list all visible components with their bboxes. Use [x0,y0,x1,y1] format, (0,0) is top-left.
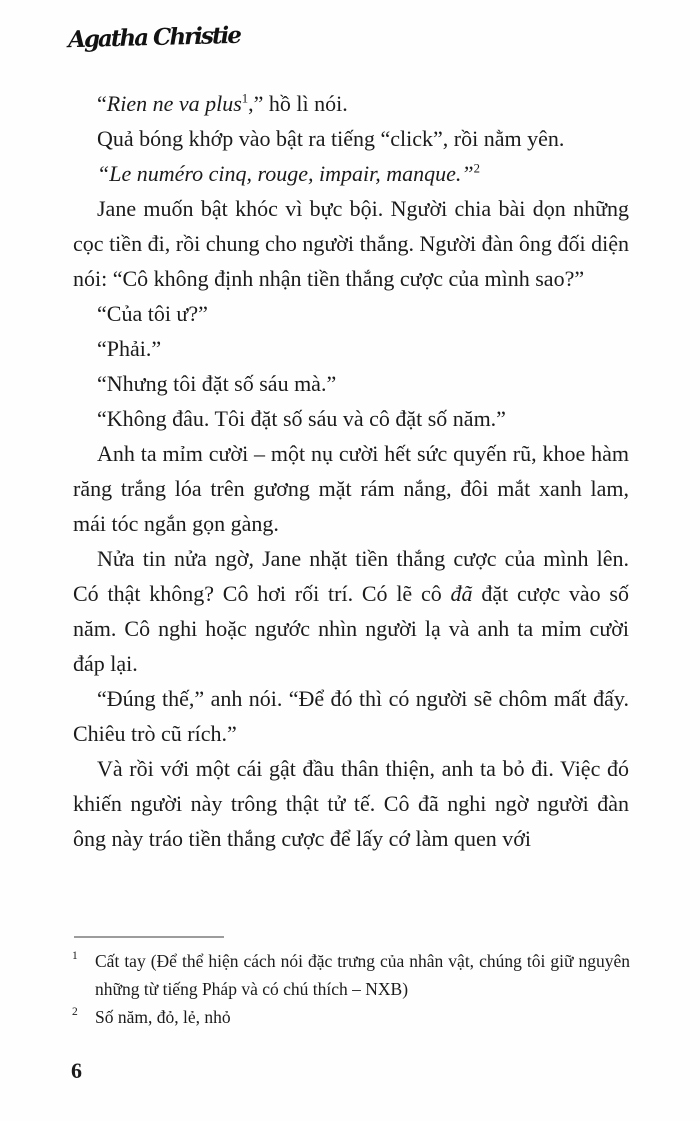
paragraph [73,366,629,401]
text-run: “ [97,91,107,116]
footnote-separator [74,936,224,938]
paragraph [73,751,629,856]
page-number: 6 [71,1058,82,1083]
text-run: “Của tôi ư?” [97,301,208,326]
footnote-marker: 2 [72,1006,78,1018]
text-run: Và rồi với một cái gật đầu thân thiện, anh ta bỏ đi. Việc đó khiến người này trông thật tử tế. Cô đã nghi ngờ người đàn ông này tráo tiền thắng cược để lấy cớ làm quen với [73,756,629,851]
paragraph [73,436,629,541]
footnote-text: Số năm, đỏ, lẻ, nhỏ [95,1007,231,1027]
footnote-reference: 2 [473,161,481,176]
text-run: “Phải.” [97,336,162,361]
paragraph [73,156,629,191]
italic-text: “Le numéro cinq, rouge, impair, manque.” [97,161,474,186]
paragraph [73,121,629,156]
text-run: “Không đâu. Tôi đặt số sáu và cô đặt số năm.” [97,406,506,431]
paragraph [73,401,629,436]
text-run: “Nhưng tôi đặt số sáu mà.” [97,371,337,396]
paragraph [73,191,629,296]
text-run: Nửa tin nửa ngờ, Jane nhặt tiền thắng cược của mình lên. Có thật không? Cô hơi rối trí. Có lẽ cô [73,546,629,606]
footnote-text: Cất tay (Để thể hiện cách nói đặc trưng của nhân vật, chúng tôi giữ nguyên những từ tiếng Pháp và có chú thích – NXB) [95,951,630,999]
text-run: Jane muốn bật khóc vì bực bội. Người chia bài dọn những cọc tiền đi, rồi chung cho người thắng. Người đàn ông đối diện nói: “Cô không định nhận tiền thắng cược của mình sao?” [73,196,629,291]
text-run: Anh ta mỉm cười – một nụ cười hết sức quyến rũ, khoe hàm răng trắng lóa trên gương mặt rám nắng, đôi mắt xanh lam, mái tóc ngắn gọn gàng. [73,441,629,536]
text-run: “Đúng thế,” anh nói. “Để đó thì có người sẽ chôm mất đấy. Chiêu trò cũ rích.” [73,686,629,746]
text-run: đặt cược vào số năm. Cô nghi hoặc ngước nhìn người lạ và anh ta mỉm cười đáp lại. [73,581,629,676]
paragraph [73,541,629,681]
footnote-list [72,947,630,1031]
italic-text: đã [450,581,473,606]
footnote-reference: 1 [241,91,249,106]
text-run: Quả bóng khớp vào bật ra tiếng “click”, rồi nằm yên. [97,126,565,151]
footnotes-section [72,936,630,1031]
italic-text: Rien ne va plus [106,91,242,116]
agatha-christie-signature: Agatha Christie [67,21,241,54]
paragraph [73,331,629,366]
footnote-marker: 1 [72,950,78,962]
paragraph [73,681,629,751]
text-run: ,” hồ lì nói. [248,91,348,116]
footnote [72,1003,630,1031]
paragraph [73,296,629,331]
paragraph [73,86,629,121]
body-text [73,86,629,856]
footnote [72,947,630,1003]
